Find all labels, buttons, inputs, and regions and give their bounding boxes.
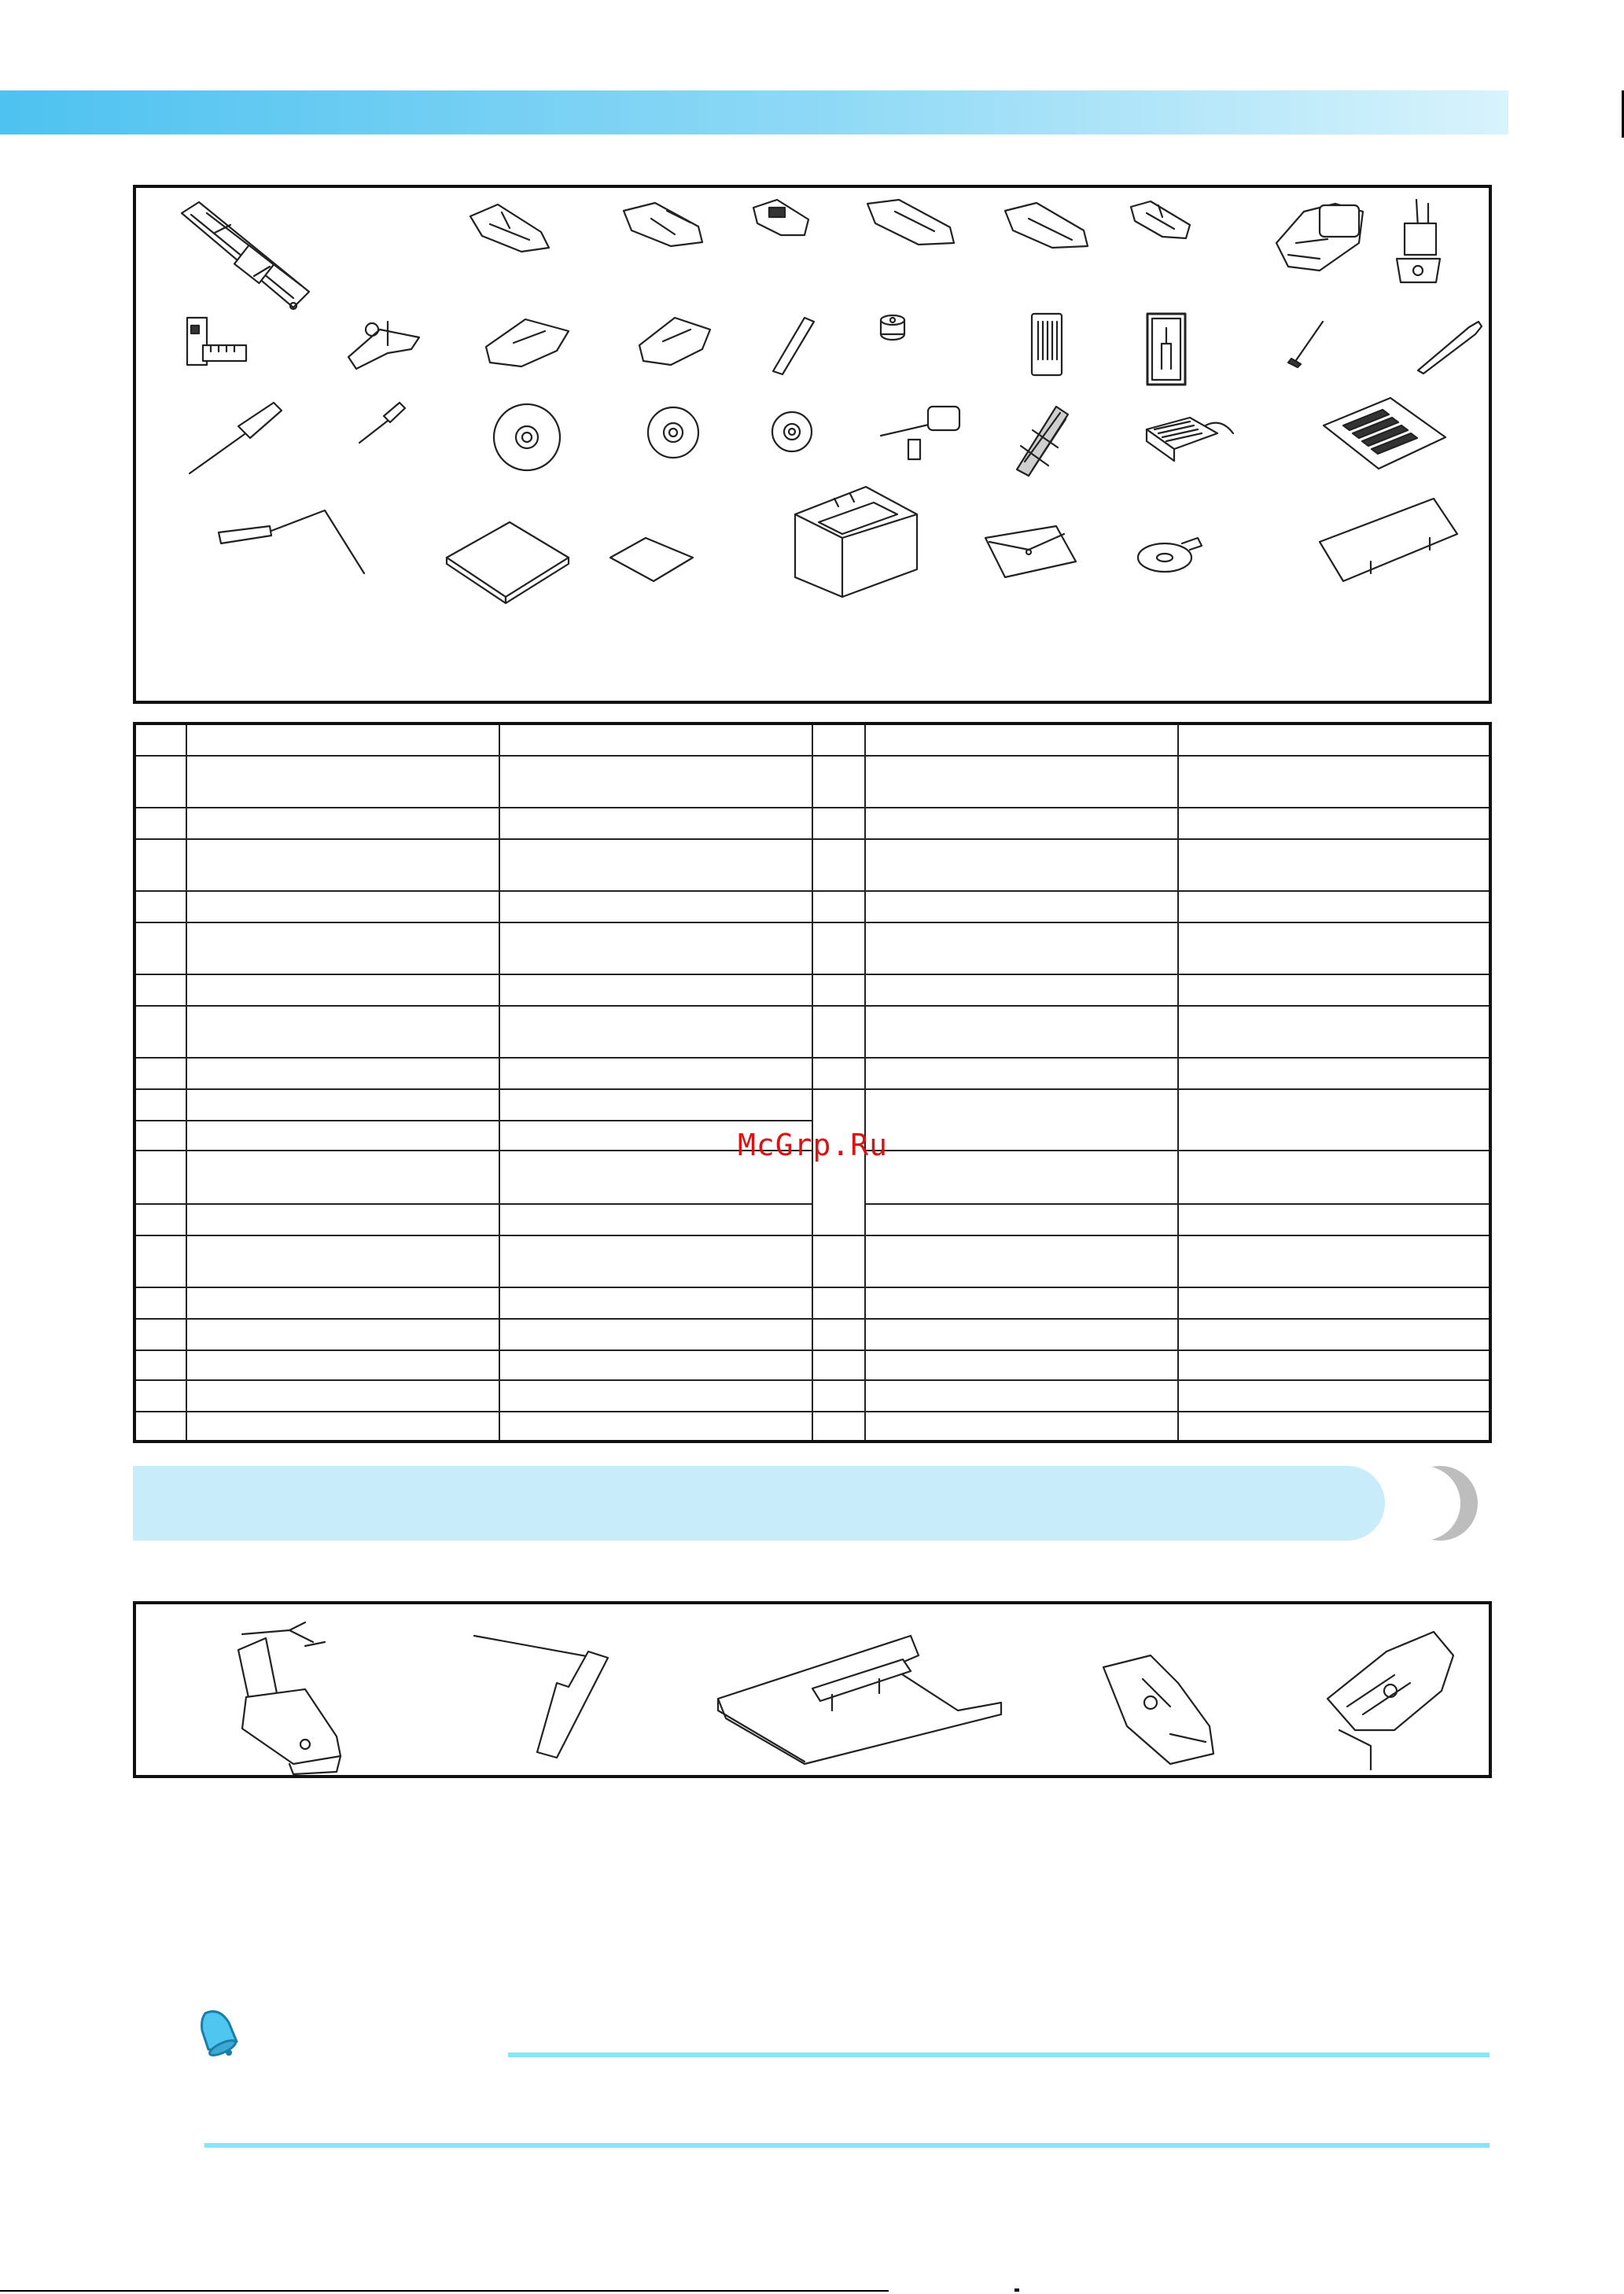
buttonhole-foot-icon <box>175 197 317 315</box>
straight-stitch-foot-option-icon <box>1096 1648 1221 1766</box>
table-row <box>134 839 1490 891</box>
side-cutter-option-icon <box>219 1618 352 1776</box>
operation-manual-icon <box>443 518 573 605</box>
blind-stitch-foot-icon <box>1001 199 1092 250</box>
seam-guide-icon <box>215 503 372 581</box>
needle-set-icon <box>1030 312 1063 377</box>
header-band <box>0 90 1508 134</box>
extension-table-cover-icon <box>1316 495 1461 589</box>
bell-icon <box>194 2007 245 2057</box>
footer-rule <box>0 2290 889 2292</box>
table-row <box>134 891 1490 922</box>
straight-stitch-foot-icon <box>635 314 714 369</box>
button-fitting-foot-icon <box>1127 197 1194 241</box>
section-badge <box>1386 1466 1477 1541</box>
quilting-guide-icon <box>470 1628 620 1762</box>
twin-needle-icon <box>1146 312 1187 386</box>
table-row <box>134 1204 1490 1235</box>
monogramming-foot-icon <box>620 199 706 250</box>
knee-lifter-icon <box>877 400 967 463</box>
cleaning-brush-icon <box>1288 315 1328 366</box>
table-row <box>134 1287 1490 1319</box>
spool-cap-medium-icon <box>646 405 701 460</box>
table-row <box>134 922 1490 974</box>
memo-rule-bottom <box>204 2143 1490 2148</box>
zipper-foot-icon <box>749 196 812 239</box>
table-row <box>134 756 1490 808</box>
spool-felt-icon <box>1135 534 1206 573</box>
table-row <box>134 1006 1490 1058</box>
optional-accessories-panel <box>133 1601 1492 1778</box>
accessory-bag-icon <box>981 522 1080 581</box>
spool-net-icon <box>1009 399 1072 477</box>
quarter-inch-foot-icon <box>183 314 250 369</box>
table-row <box>134 1412 1490 1442</box>
zigzag-foot-icon <box>864 196 958 247</box>
table-row <box>134 1380 1490 1412</box>
table-row <box>134 1089 1490 1121</box>
eyelet-punch-icon <box>1414 315 1485 374</box>
included-accessories-panel <box>133 185 1492 704</box>
table-row <box>134 1058 1490 1089</box>
footer-tick <box>1015 2288 1019 2292</box>
foot-controller-icon <box>1143 402 1237 465</box>
table-row <box>134 1319 1490 1350</box>
screwdriver-small-icon <box>356 399 407 446</box>
open-toe-foot-icon <box>482 315 573 370</box>
quilting-foot-icon <box>1393 196 1444 286</box>
table-row <box>134 1350 1490 1380</box>
overcasting-foot-icon <box>466 201 553 256</box>
optional-accessories-heading-band <box>133 1466 1385 1541</box>
table-row <box>134 724 1490 756</box>
grid-sheet-icon <box>1320 394 1449 473</box>
table-row <box>134 808 1490 839</box>
included-parts-table <box>133 722 1492 1443</box>
bobbin-icon <box>879 314 906 342</box>
spool-cap-large-icon <box>492 402 562 473</box>
accessory-bag-case-icon <box>787 483 925 601</box>
side-cutter-icon <box>341 314 423 373</box>
walking-foot-icon <box>1272 196 1367 274</box>
watermark: McGrp.Ru <box>738 1128 889 1162</box>
spool-cap-small-icon <box>770 410 814 454</box>
screwdriver-large-icon <box>183 399 285 477</box>
wide-table-icon <box>714 1624 1005 1766</box>
table-row <box>134 1235 1490 1287</box>
memo-rule-top <box>508 2053 1490 2057</box>
quick-reference-icon <box>606 534 697 585</box>
seam-ripper-icon <box>765 310 820 377</box>
walking-foot-option-icon <box>1324 1628 1457 1773</box>
table-row <box>134 974 1490 1006</box>
